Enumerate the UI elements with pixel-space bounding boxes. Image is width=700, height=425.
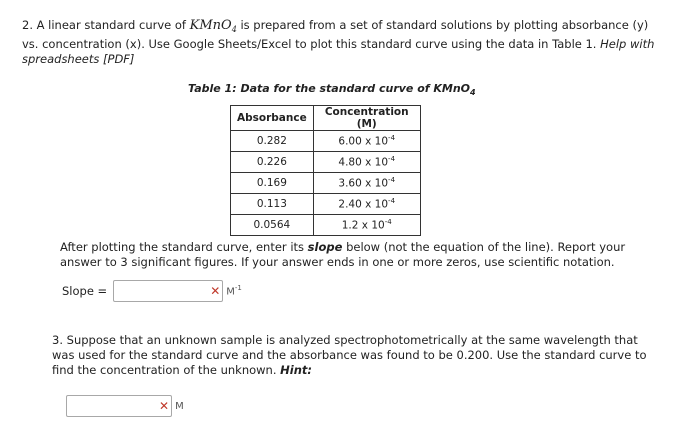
absorbance-cell: 0.113 xyxy=(231,194,314,215)
concentration-cell: 3.60 x $10^{-4}$ xyxy=(313,173,420,194)
concentration-answer-row xyxy=(66,395,184,417)
header-concentration: Concentration (M) xyxy=(313,106,420,131)
table-row xyxy=(231,215,421,236)
concentration-input[interactable] xyxy=(66,395,172,417)
concentration-cell: 2.40 x $10^{-4}$ xyxy=(313,194,420,215)
slope-answer-row xyxy=(62,280,242,302)
absorbance-cell: 0.282 xyxy=(231,131,314,152)
slope-unit: $M^{-1}$ xyxy=(226,284,242,298)
table-row xyxy=(231,194,421,215)
slope-instructions: After plotting the standard curve, enter its slope below (not the equation of the line). Report your answer to 3 significant figures. If your answer ends in one or more zeros, use scientific notation. xyxy=(60,240,626,269)
absorbance-cell: 0.0564 xyxy=(231,215,314,236)
concentration-cell: 1.2 x $10^{-4}$ xyxy=(313,215,420,236)
slope-emphasis: slope xyxy=(307,240,343,254)
question-2-text-b: is prepared from a set of standard solutions by plotting absorbance (y) vs. concentration (x). Use Google Sheets/Excel to plot this standard curve using the data in Table 1. xyxy=(22,18,649,51)
question-3 xyxy=(52,333,652,378)
concentration-cell: 6.00 x $10^{-4}$ xyxy=(313,131,420,152)
concentration-cell: 4.80 x $10^{-4}$ xyxy=(313,152,420,173)
table-header-row xyxy=(231,106,421,131)
help-spreadsheets-link[interactable]: Help with spreadsheets [PDF] xyxy=(22,37,655,66)
question-3-text: Suppose that an unknown sample is analyzed spectrophotometrically at the same wavelength that was used for the standard curve and the absorbance was found to be 0.200. Use the standard curve to find the concentration of the unknown. xyxy=(52,333,647,377)
slope-label: Slope = xyxy=(62,284,108,298)
incorrect-x-icon: ✕ xyxy=(159,399,170,413)
standard-curve-table xyxy=(230,105,421,236)
incorrect-x-icon: ✕ xyxy=(210,284,221,298)
table-caption: Table 1: Data for the standard curve of KMnO$_4$ xyxy=(188,82,476,97)
header-absorbance: Absorbance xyxy=(231,106,314,131)
table-row xyxy=(231,152,421,173)
question-2-text-a: A linear standard curve of xyxy=(36,18,186,32)
concentration-unit: M xyxy=(175,400,184,412)
absorbance-cell: 0.226 xyxy=(231,152,314,173)
hint-link[interactable]: Hint: xyxy=(280,363,313,377)
slope-input[interactable] xyxy=(113,280,223,302)
table-row xyxy=(231,131,421,152)
formula-kmno4: KMnO$_4$ xyxy=(189,18,237,34)
question-3-number: 3. xyxy=(52,333,63,347)
absorbance-cell: 0.169 xyxy=(231,173,314,194)
table-row xyxy=(231,173,421,194)
question-2-number: 2. xyxy=(22,18,33,32)
question-2 xyxy=(22,18,662,67)
